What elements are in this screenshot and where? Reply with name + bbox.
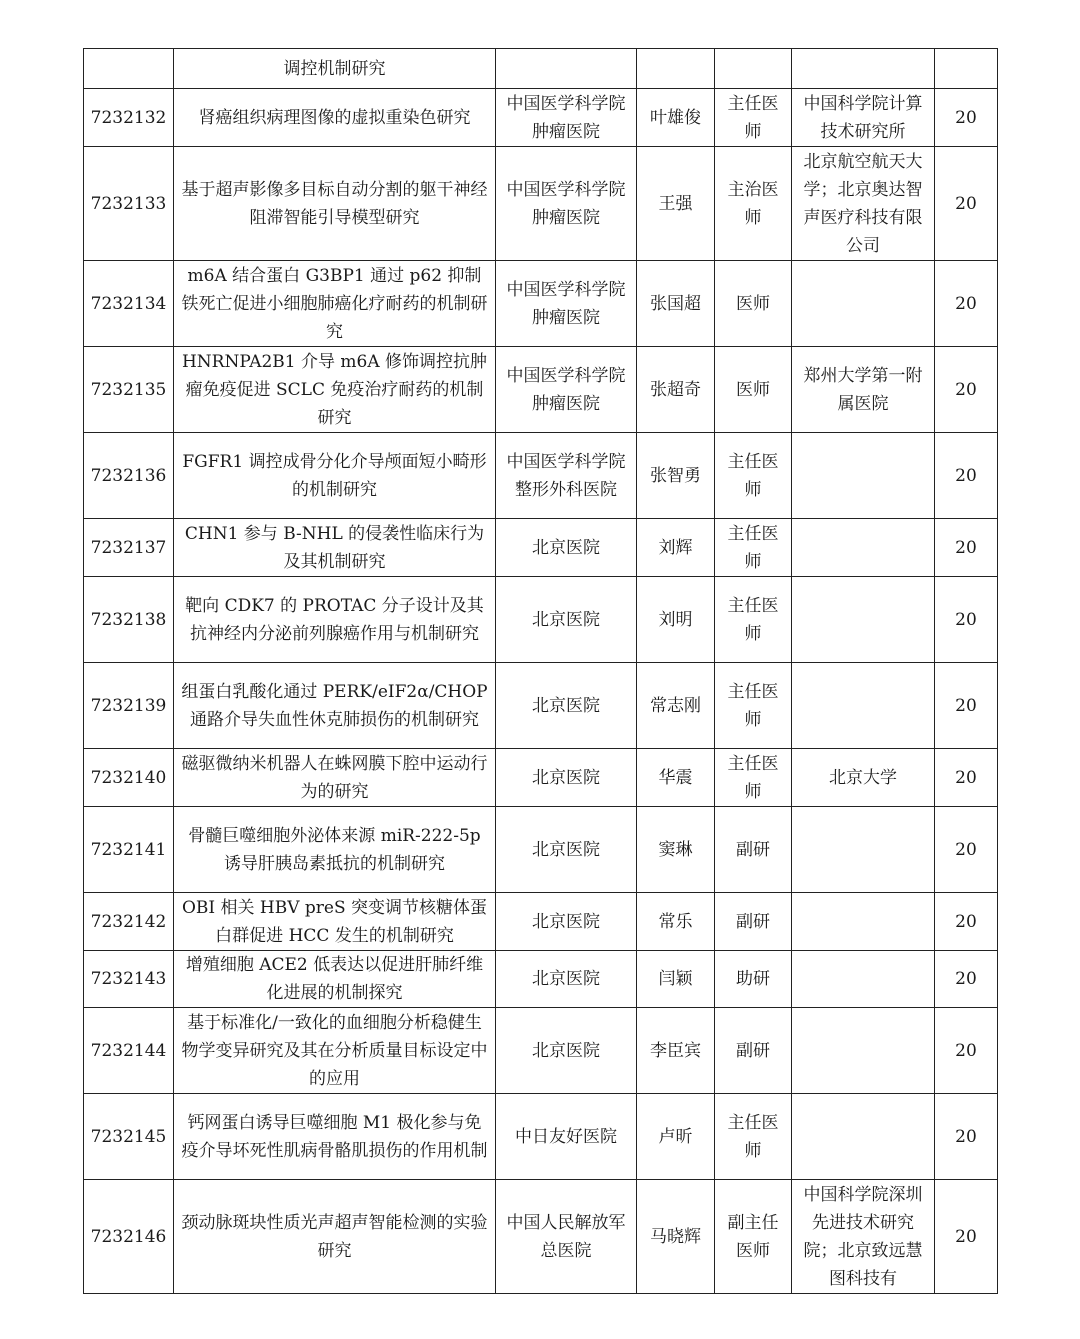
- job-title-cell: 副研: [715, 893, 792, 951]
- project-title-cell: 组蛋白乳酸化通过 PERK/eIF2α/CHOP 通路介导失血性休克肺损伤的机制研究: [174, 663, 496, 749]
- host-unit-cell: 中国医学科学院肿瘤医院: [496, 147, 637, 261]
- table-row: [84, 1094, 998, 1180]
- project-code-cell: 7232136: [84, 433, 174, 519]
- principal-investigator-cell: [637, 49, 715, 89]
- funding-amount-cell: 20: [935, 893, 998, 951]
- project-code-cell: [84, 49, 174, 89]
- partner-unit-cell: [792, 519, 935, 577]
- table-row: [84, 261, 998, 347]
- partner-unit-cell: 郑州大学第一附属医院: [792, 347, 935, 433]
- table-row: [84, 749, 998, 807]
- project-code-cell: 7232138: [84, 577, 174, 663]
- host-unit-cell: 北京医院: [496, 807, 637, 893]
- host-unit-cell: 北京医院: [496, 951, 637, 1008]
- job-title-cell: [715, 49, 792, 89]
- host-unit-cell: 中国医学科学院肿瘤医院: [496, 89, 637, 147]
- project-title-cell: 钙网蛋白诱导巨噬细胞 M1 极化参与免疫介导坏死性肌病骨骼肌损伤的作用机制: [174, 1094, 496, 1180]
- project-title-cell: 增殖细胞 ACE2 低表达以促进肝肺纤维化进展的机制探究: [174, 951, 496, 1008]
- partner-unit-cell: [792, 577, 935, 663]
- host-unit-cell: 北京医院: [496, 1008, 637, 1094]
- partner-unit-cell: 北京大学: [792, 749, 935, 807]
- host-unit-cell: 中国医学科学院肿瘤医院: [496, 261, 637, 347]
- project-title-cell: 靶向 CDK7 的 PROTAC 分子设计及其抗神经内分泌前列腺癌作用与机制研究: [174, 577, 496, 663]
- principal-investigator-cell: 窦琳: [637, 807, 715, 893]
- table-row: [84, 577, 998, 663]
- project-code-cell: 7232143: [84, 951, 174, 1008]
- partner-unit-cell: 中国科学院深圳先进技术研究院；北京致远慧图科技有: [792, 1180, 935, 1294]
- project-title-cell: 调控机制研究: [174, 49, 496, 89]
- funding-amount-cell: 20: [935, 89, 998, 147]
- project-code-cell: 7232132: [84, 89, 174, 147]
- table-row: [84, 433, 998, 519]
- table-row: [84, 807, 998, 893]
- host-unit-cell: [496, 49, 637, 89]
- principal-investigator-cell: 叶雄俊: [637, 89, 715, 147]
- table-row: [84, 147, 998, 261]
- funding-amount-cell: 20: [935, 951, 998, 1008]
- job-title-cell: 主任医师: [715, 433, 792, 519]
- partner-unit-cell: 中国科学院计算技术研究所: [792, 89, 935, 147]
- project-code-cell: 7232139: [84, 663, 174, 749]
- funding-amount-cell: 20: [935, 261, 998, 347]
- project-title-cell: 磁驱微纳米机器人在蛛网膜下腔中运动行为的研究: [174, 749, 496, 807]
- principal-investigator-cell: 马晓辉: [637, 1180, 715, 1294]
- project-title-cell: 颈动脉斑块性质光声超声智能检测的实验研究: [174, 1180, 496, 1294]
- project-code-cell: 7232141: [84, 807, 174, 893]
- host-unit-cell: 中国人民解放军总医院: [496, 1180, 637, 1294]
- funding-amount-cell: 20: [935, 1094, 998, 1180]
- partner-unit-cell: [792, 807, 935, 893]
- funding-amount-cell: 20: [935, 347, 998, 433]
- principal-investigator-cell: 闫颖: [637, 951, 715, 1008]
- funding-amount-cell: 20: [935, 519, 998, 577]
- partner-unit-cell: 北京航空航天大学；北京奥达智声医疗科技有限公司: [792, 147, 935, 261]
- project-title-cell: HNRNPA2B1 介导 m6A 修饰调控抗肿瘤免疫促进 SCLC 免疫治疗耐药的机制研究: [174, 347, 496, 433]
- project-title-cell: 基于超声影像多目标自动分割的躯干神经阻滞智能引导模型研究: [174, 147, 496, 261]
- project-code-cell: 7232146: [84, 1180, 174, 1294]
- funding-amount-cell: 20: [935, 1008, 998, 1094]
- job-title-cell: 主任医师: [715, 577, 792, 663]
- principal-investigator-cell: 华震: [637, 749, 715, 807]
- partner-unit-cell: [792, 49, 935, 89]
- job-title-cell: 副研: [715, 1008, 792, 1094]
- job-title-cell: 主治医师: [715, 147, 792, 261]
- project-code-cell: 7232144: [84, 1008, 174, 1094]
- job-title-cell: 副研: [715, 807, 792, 893]
- principal-investigator-cell: 刘明: [637, 577, 715, 663]
- table-row: [84, 663, 998, 749]
- funding-amount-cell: [935, 49, 998, 89]
- project-code-cell: 7232133: [84, 147, 174, 261]
- job-title-cell: 医师: [715, 261, 792, 347]
- project-code-cell: 7232134: [84, 261, 174, 347]
- funding-amount-cell: 20: [935, 749, 998, 807]
- project-title-cell: m6A 结合蛋白 G3BP1 通过 p62 抑制铁死亡促进小细胞肺癌化疗耐药的机制研究: [174, 261, 496, 347]
- host-unit-cell: 北京医院: [496, 749, 637, 807]
- table-row: [84, 519, 998, 577]
- partner-unit-cell: [792, 663, 935, 749]
- principal-investigator-cell: 常乐: [637, 893, 715, 951]
- funding-amount-cell: 20: [935, 1180, 998, 1294]
- project-code-cell: 7232145: [84, 1094, 174, 1180]
- job-title-cell: 主任医师: [715, 663, 792, 749]
- host-unit-cell: 中日友好医院: [496, 1094, 637, 1180]
- principal-investigator-cell: 刘辉: [637, 519, 715, 577]
- job-title-cell: 主任医师: [715, 1094, 792, 1180]
- partner-unit-cell: [792, 951, 935, 1008]
- table-row: [84, 951, 998, 1008]
- partner-unit-cell: [792, 893, 935, 951]
- host-unit-cell: 北京医院: [496, 893, 637, 951]
- principal-investigator-cell: 张国超: [637, 261, 715, 347]
- partner-unit-cell: [792, 1008, 935, 1094]
- table-row: [84, 1180, 998, 1294]
- project-title-cell: 肾癌组织病理图像的虚拟重染色研究: [174, 89, 496, 147]
- host-unit-cell: 中国医学科学院整形外科医院: [496, 433, 637, 519]
- project-code-cell: 7232142: [84, 893, 174, 951]
- host-unit-cell: 中国医学科学院肿瘤医院: [496, 347, 637, 433]
- principal-investigator-cell: 王强: [637, 147, 715, 261]
- table-row: [84, 893, 998, 951]
- grant-table: [83, 48, 998, 1294]
- principal-investigator-cell: 张超奇: [637, 347, 715, 433]
- principal-investigator-cell: 常志刚: [637, 663, 715, 749]
- principal-investigator-cell: 李臣宾: [637, 1008, 715, 1094]
- project-code-cell: 7232135: [84, 347, 174, 433]
- project-title-cell: 骨髓巨噬细胞外泌体来源 miR-222-5p 诱导肝胰岛素抵抗的机制研究: [174, 807, 496, 893]
- table-body: [84, 49, 998, 1294]
- principal-investigator-cell: 张智勇: [637, 433, 715, 519]
- host-unit-cell: 北京医院: [496, 577, 637, 663]
- job-title-cell: 主任医师: [715, 89, 792, 147]
- partner-unit-cell: [792, 261, 935, 347]
- job-title-cell: 副主任医师: [715, 1180, 792, 1294]
- partner-unit-cell: [792, 433, 935, 519]
- funding-amount-cell: 20: [935, 807, 998, 893]
- job-title-cell: 助研: [715, 951, 792, 1008]
- table-row: [84, 49, 998, 89]
- job-title-cell: 医师: [715, 347, 792, 433]
- document-page: [83, 48, 997, 1294]
- funding-amount-cell: 20: [935, 577, 998, 663]
- funding-amount-cell: 20: [935, 433, 998, 519]
- table-row: [84, 1008, 998, 1094]
- project-title-cell: 基于标准化/一致化的血细胞分析稳健生物学变异研究及其在分析质量目标设定中的应用: [174, 1008, 496, 1094]
- funding-amount-cell: 20: [935, 147, 998, 261]
- job-title-cell: 主任医师: [715, 519, 792, 577]
- funding-amount-cell: 20: [935, 663, 998, 749]
- project-title-cell: OBI 相关 HBV preS 突变调节核糖体蛋白群促进 HCC 发生的机制研究: [174, 893, 496, 951]
- host-unit-cell: 北京医院: [496, 663, 637, 749]
- job-title-cell: 主任医师: [715, 749, 792, 807]
- host-unit-cell: 北京医院: [496, 519, 637, 577]
- principal-investigator-cell: 卢昕: [637, 1094, 715, 1180]
- project-code-cell: 7232140: [84, 749, 174, 807]
- project-title-cell: CHN1 参与 B-NHL 的侵袭性临床行为及其机制研究: [174, 519, 496, 577]
- project-title-cell: FGFR1 调控成骨分化介导颅面短小畸形的机制研究: [174, 433, 496, 519]
- table-row: [84, 89, 998, 147]
- project-code-cell: 7232137: [84, 519, 174, 577]
- partner-unit-cell: [792, 1094, 935, 1180]
- table-row: [84, 347, 998, 433]
